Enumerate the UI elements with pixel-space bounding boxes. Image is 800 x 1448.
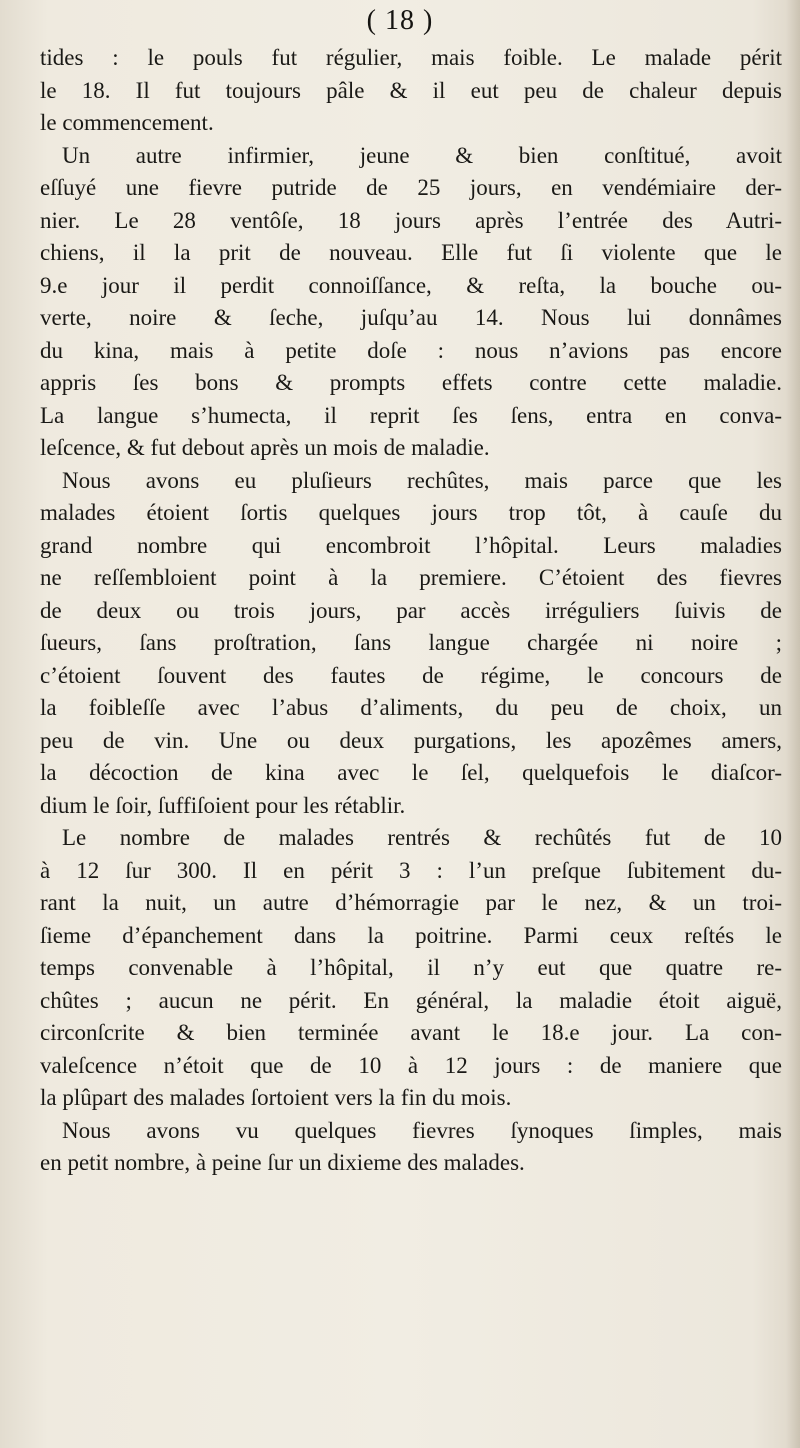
- text-line: Un autre infirmier, jeune & bien conſtitué, avoit: [62, 142, 782, 168]
- text-line: dium le ſoir, ſuffiſoient pour les rétablir.: [40, 792, 406, 818]
- text-line: à 12 ſur 300. Il en périt 3 : l’un preſque ſubitement du-: [40, 857, 782, 883]
- text-line: eſſuyé une fievre putride de 25 jours, en vendémiaire der-: [40, 175, 782, 200]
- text-line: grand nombre qui encombroit l’hôpital. Leurs maladies: [40, 532, 782, 558]
- text-line: ſieme d’épanchement dans la poitrine. Parmi ceux reſtés le: [40, 922, 782, 948]
- text-line: le 18. Il fut toujours pâle & il eut peu de chaleur depuis: [40, 77, 782, 103]
- text-line: temps convenable à l’hôpital, il n’y eut que quatre re-: [40, 955, 782, 980]
- text-line: chiens, il la prit de nouveau. Elle fut ſi violente que le: [40, 240, 782, 265]
- text-line: malades étoient ſortis quelques jours trop tôt, à cauſe du: [40, 500, 782, 525]
- text-line: la plûpart des malades ſortoient vers la fin du mois.: [40, 1085, 512, 1110]
- text-line: ne reſſembloient point à la premiere. C’étoient des fievres: [40, 565, 782, 590]
- text-line: La langue s’humecta, il reprit ſes ſens, entra en conva-: [40, 402, 782, 428]
- text-line: Nous avons eu pluſieurs rechûtes, mais parce que les: [62, 467, 782, 493]
- text-line: peu de vin. Une ou deux purgations, les apozêmes amers,: [40, 727, 782, 753]
- text-line: ſueurs, ſans proſtration, ſans langue chargée ni noire ;: [40, 630, 782, 655]
- text-line: chûtes ; aucun ne périt. En général, la maladie étoit aiguë,: [40, 987, 782, 1013]
- text-line: le commencement.: [40, 110, 214, 135]
- text-line: leſcence, & fut debout après un mois de maladie.: [40, 435, 490, 460]
- text-line: de deux ou trois jours, par accès irréguliers ſuivis de: [40, 597, 782, 623]
- page-edge-shadow: [786, 0, 800, 1448]
- text-line: tides : le pouls fut régulier, mais foible. Le malade périt: [40, 45, 782, 70]
- text-line: circonſcrite & bien terminée avant le 18.e jour. La con-: [40, 1020, 782, 1045]
- text-line: la foibleſſe avec l’abus d’aliments, du peu de choix, un: [40, 695, 782, 720]
- text-line: en petit nombre, à peine ſur un dixieme des malades.: [40, 1150, 525, 1175]
- text-line: 9.e jour il perdit connoiſſance, & reſta, la bouche ou-: [40, 272, 782, 298]
- text-line: Nous avons vu quelques fievres ſynoques ſimples, mais: [62, 1117, 782, 1143]
- body-text: [40, 42, 782, 1180]
- page-number: ( 18 ): [366, 5, 434, 36]
- text-line: la décoction de kina avec le ſel, quelquefois le diaſcor-: [40, 760, 782, 785]
- text-line: nier. Le 28 ventôſe, 18 jours après l’entrée des Autri-: [40, 207, 782, 233]
- text-line: appris ſes bons & prompts effets contre cette maladie.: [40, 370, 782, 395]
- text-line: verte, noire & ſeche, juſqu’au 14. Nous lui donnâmes: [40, 305, 782, 330]
- text-line: valeſcence n’étoit que de 10 à 12 jours : de maniere que: [40, 1052, 782, 1078]
- text-line: rant la nuit, un autre d’hémorragie par le nez, & un troi-: [40, 890, 782, 915]
- text-line: du kina, mais à petite doſe : nous n’avions pas encore: [40, 337, 782, 363]
- text-line: c’étoient ſouvent des fautes de régime, le concours de: [40, 662, 782, 688]
- text-line: Le nombre de malades rentrés & rechûtés fut de 10: [62, 825, 782, 850]
